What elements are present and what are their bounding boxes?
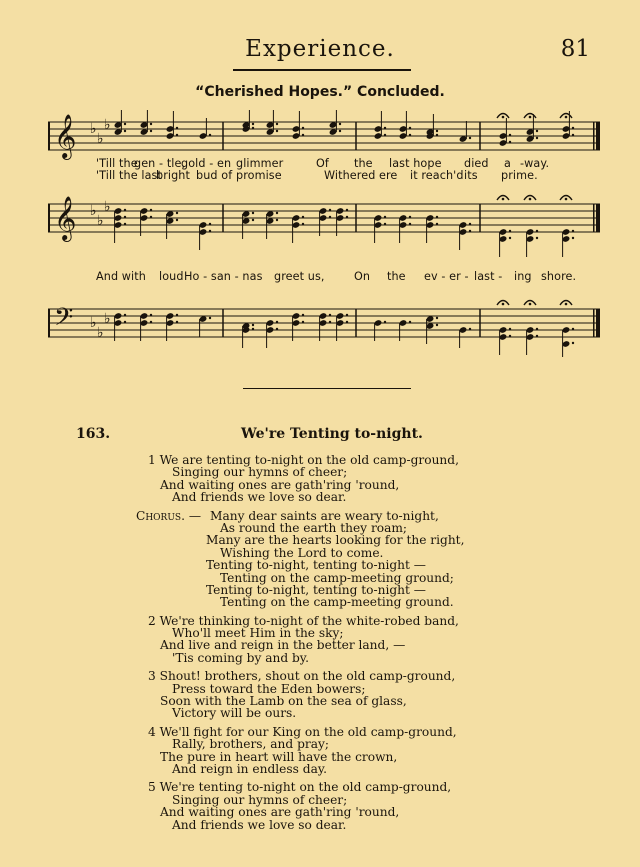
dot-mark [409, 134, 411, 136]
verse-line: As round the earth they roam; [220, 520, 408, 535]
running-header-title: Experience. [245, 36, 395, 62]
fermata-dot [529, 303, 532, 306]
final-bar-thick [596, 122, 600, 150]
dot-mark [409, 216, 411, 218]
dot-mark [124, 130, 126, 132]
dot-mark [346, 209, 348, 211]
dot-mark [150, 130, 152, 132]
hymn-title: We're Tenting to-night. [241, 426, 423, 442]
dot-mark [409, 321, 411, 323]
stanza [0, 670, 640, 720]
lyric-syllable: promise [236, 169, 282, 182]
dot-mark [384, 223, 386, 225]
lyric-syllable: loud [159, 270, 184, 283]
dot-mark [302, 216, 304, 218]
verse-line: 3 Shout! brothers, shout on the old camp-ground, [148, 669, 456, 684]
lyric-syllable: gen - tle, [134, 157, 186, 170]
lyric-syllable: the [387, 270, 406, 283]
verse-line: Singing our hymns of cheer; [172, 792, 348, 807]
verse-line: Singing our hymns of cheer; [172, 465, 348, 480]
dot-mark [276, 123, 278, 125]
dot-mark [176, 219, 178, 221]
verse-line: Many dear saints are weary to-night, [210, 508, 439, 523]
dot-mark [176, 321, 178, 323]
dot-mark [252, 328, 254, 330]
flat-icon: ♭ [97, 213, 104, 229]
verse-line: Victory will be ours. [172, 706, 297, 721]
dot-mark [346, 314, 348, 316]
verse-line: 2 We're thinking to-night of the white-robed band, [148, 613, 459, 628]
dot-mark [384, 127, 386, 129]
staff-bass [48, 295, 600, 357]
verse-line: Tenting to-night, tenting to-night — [206, 582, 426, 597]
lyric-syllable: its [464, 169, 478, 182]
verse-line: And reign in endless day. [172, 761, 327, 776]
verse-line: 1 We are tenting to-night on the old camp-ground, [148, 453, 459, 467]
verse-line: And waiting ones are gath'ring 'round, [160, 805, 400, 820]
verse-line: 4 We'll fight for our King on the old camp-ground, [148, 724, 457, 739]
dot-mark [536, 230, 538, 232]
flat-icon: ♭ [90, 121, 97, 137]
dot-mark [276, 130, 278, 132]
final-bar-thin [593, 122, 595, 150]
section-divider [243, 388, 411, 389]
dot-mark [572, 328, 574, 330]
lyric-syllable: bright [156, 169, 190, 182]
stanza [0, 615, 640, 665]
system-bar [48, 309, 50, 337]
dot-mark [150, 123, 152, 125]
verse-line: And live and reign in the better land, — [160, 638, 406, 653]
verse-line: Rally, brothers, and pray; [172, 737, 329, 752]
dot-mark [384, 134, 386, 136]
lyric-syllable: shore. [541, 270, 577, 283]
stanza [0, 781, 640, 831]
dot-mark [176, 314, 178, 316]
dot-mark [302, 127, 304, 129]
treble-clef-icon: 𝄞 [54, 114, 77, 158]
dot-mark [536, 335, 538, 337]
stanza [0, 726, 640, 776]
verse-line: Wishing the Lord to come. [220, 545, 384, 560]
dot-mark [252, 219, 254, 221]
dot-mark [124, 209, 126, 211]
dot-mark [384, 216, 386, 218]
staff-treble-2 [48, 192, 600, 257]
music-system-treble-2 [48, 192, 600, 257]
music-system-treble-1 [48, 110, 600, 160]
dot-mark [536, 237, 538, 239]
dot-mark [469, 223, 471, 225]
dot-mark [346, 216, 348, 218]
dot-mark [436, 134, 438, 136]
verse-line: 5 We're tenting to-night on the old camp-ground, [148, 780, 452, 795]
dot-mark [469, 137, 471, 139]
flat-icon: ♭ [97, 131, 104, 147]
lyric-syllable: a [504, 157, 511, 170]
fermata-dot [565, 303, 568, 306]
staff-treble-1 [48, 110, 600, 160]
lyric-syllable: prime. [501, 169, 538, 182]
lyric-syllable: Of [316, 157, 329, 170]
lyric-syllable: last - [474, 270, 503, 283]
dot-mark [276, 219, 278, 221]
dot-mark [124, 223, 126, 225]
lyric-syllable: it reach'd [410, 169, 464, 182]
dot-mark [302, 223, 304, 225]
music-subtitle: “Cherished Hopes.” Concluded. [195, 84, 445, 100]
dot-mark [124, 216, 126, 218]
lyric-syllable: ing [514, 270, 532, 283]
verse-line: And waiting ones are gath'ring 'round, [160, 477, 400, 492]
dot-mark [436, 130, 438, 132]
lyric-syllable: ere [379, 169, 398, 182]
dot-mark [339, 123, 341, 125]
dot-mark [509, 134, 511, 136]
dot-mark [150, 209, 152, 211]
dot-mark [436, 324, 438, 326]
flat-icon: ♭ [104, 199, 111, 215]
music-system-bass [48, 295, 600, 357]
dot-mark [276, 212, 278, 214]
flat-icon: ♭ [90, 203, 97, 219]
dot-mark [276, 328, 278, 330]
bass-clef-icon: 𝄢 [54, 303, 74, 338]
fermata-dot [565, 116, 568, 119]
dot-mark [209, 230, 211, 232]
dot-mark [209, 223, 211, 225]
dot-mark [509, 141, 511, 143]
hymn-number: 163. [76, 426, 111, 442]
dot-mark [124, 123, 126, 125]
dot-mark [536, 328, 538, 330]
verse-line: Who'll meet Him in the sky; [172, 626, 344, 641]
dot-mark [176, 212, 178, 214]
chorus-stanza [0, 510, 640, 609]
verse-line: Press toward the Eden bowers; [172, 681, 366, 696]
dot-mark [572, 127, 574, 129]
lyric-syllable: Ho - san - nas [184, 270, 263, 283]
dot-mark [329, 216, 331, 218]
final-bar-thin [593, 309, 595, 337]
dot-mark [176, 127, 178, 129]
dot-mark [252, 212, 254, 214]
dot-mark [176, 134, 178, 136]
stanza [0, 454, 640, 504]
flat-icon: ♭ [97, 325, 104, 341]
lyric-syllable: bud of [196, 169, 233, 182]
dot-mark [276, 321, 278, 323]
verse-line: And friends we love so dear. [172, 490, 347, 505]
fermata-dot [502, 303, 505, 306]
treble-clef-icon: 𝄞 [54, 196, 77, 240]
dot-mark [384, 321, 386, 323]
dot-mark [209, 317, 211, 319]
verse-line: 'Tis coming by and by. [172, 650, 309, 665]
hymn-verses [0, 454, 640, 837]
final-bar-thin [593, 204, 595, 232]
dot-mark [469, 328, 471, 330]
fermata-dot [529, 198, 532, 201]
lyric-syllable: last hope [389, 157, 442, 170]
dot-mark [436, 317, 438, 319]
dot-mark [509, 328, 511, 330]
verse-line: Many are the hearts looking for the right, [206, 533, 465, 548]
verse-line: Soon with the Lamb on the sea of glass, [160, 694, 407, 709]
dot-mark [509, 335, 511, 337]
lyric-syllable: 'Till the [96, 157, 138, 170]
dot-mark [302, 134, 304, 136]
lyric-syllable: the [354, 157, 373, 170]
dot-mark [150, 216, 152, 218]
lyric-syllable: And with [96, 270, 146, 283]
lyric-syllable: glimmer [236, 157, 284, 170]
page-number: 81 [560, 36, 590, 62]
dot-mark [150, 314, 152, 316]
dot-mark [329, 314, 331, 316]
lyric-syllable: -way. [520, 157, 550, 170]
dot-mark [302, 321, 304, 323]
dot-mark [409, 127, 411, 129]
verse-line: Tenting to-night, tenting to-night — [206, 558, 426, 573]
dot-mark [536, 130, 538, 132]
verse-line: The pure in heart will have the crown, [160, 749, 398, 764]
dot-mark [124, 321, 126, 323]
lyric-syllable: On [354, 270, 371, 283]
dot-mark [469, 230, 471, 232]
final-bar-thick [596, 309, 600, 337]
lyric-syllable: 'Till the last [96, 169, 162, 182]
system-bar [48, 122, 50, 150]
dot-mark [509, 237, 511, 239]
dot-mark [252, 324, 254, 326]
verse-line: Tenting on the camp-meeting ground. [220, 595, 454, 610]
dot-mark [339, 130, 341, 132]
fermata-dot [502, 116, 505, 119]
dot-mark [436, 216, 438, 218]
chorus-label: Chorus. — [136, 508, 202, 523]
dot-mark [509, 230, 511, 232]
dot-mark [150, 321, 152, 323]
dot-mark [572, 237, 574, 239]
lyric-syllable: Withered [324, 169, 376, 182]
flat-icon: ♭ [90, 315, 97, 331]
dot-mark [252, 127, 254, 129]
lyric-syllable: ev - er - [424, 270, 469, 283]
dot-mark [409, 223, 411, 225]
dot-mark [536, 137, 538, 139]
dot-mark [329, 321, 331, 323]
system-bar [48, 204, 50, 232]
flat-icon: ♭ [104, 311, 111, 327]
dot-mark [252, 123, 254, 125]
dot-mark [572, 342, 574, 344]
header-rule [233, 69, 411, 71]
verse-line: Tenting on the camp-meeting ground; [220, 570, 454, 585]
fermata-dot [529, 116, 532, 119]
lyric-syllable: greet us, [274, 270, 325, 283]
dot-mark [346, 321, 348, 323]
fermata-dot [565, 198, 568, 201]
verse-line: And friends we love so dear. [172, 817, 347, 832]
final-bar-thick [596, 204, 600, 232]
lyric-syllable: died [464, 157, 489, 170]
flat-icon: ♭ [104, 117, 111, 133]
dot-mark [572, 134, 574, 136]
dot-mark [572, 230, 574, 232]
dot-mark [436, 223, 438, 225]
fermata-dot [502, 198, 505, 201]
dot-mark [124, 314, 126, 316]
dot-mark [302, 314, 304, 316]
dot-mark [329, 209, 331, 211]
lyric-syllable: gold - en [181, 157, 232, 170]
dot-mark [209, 134, 211, 136]
